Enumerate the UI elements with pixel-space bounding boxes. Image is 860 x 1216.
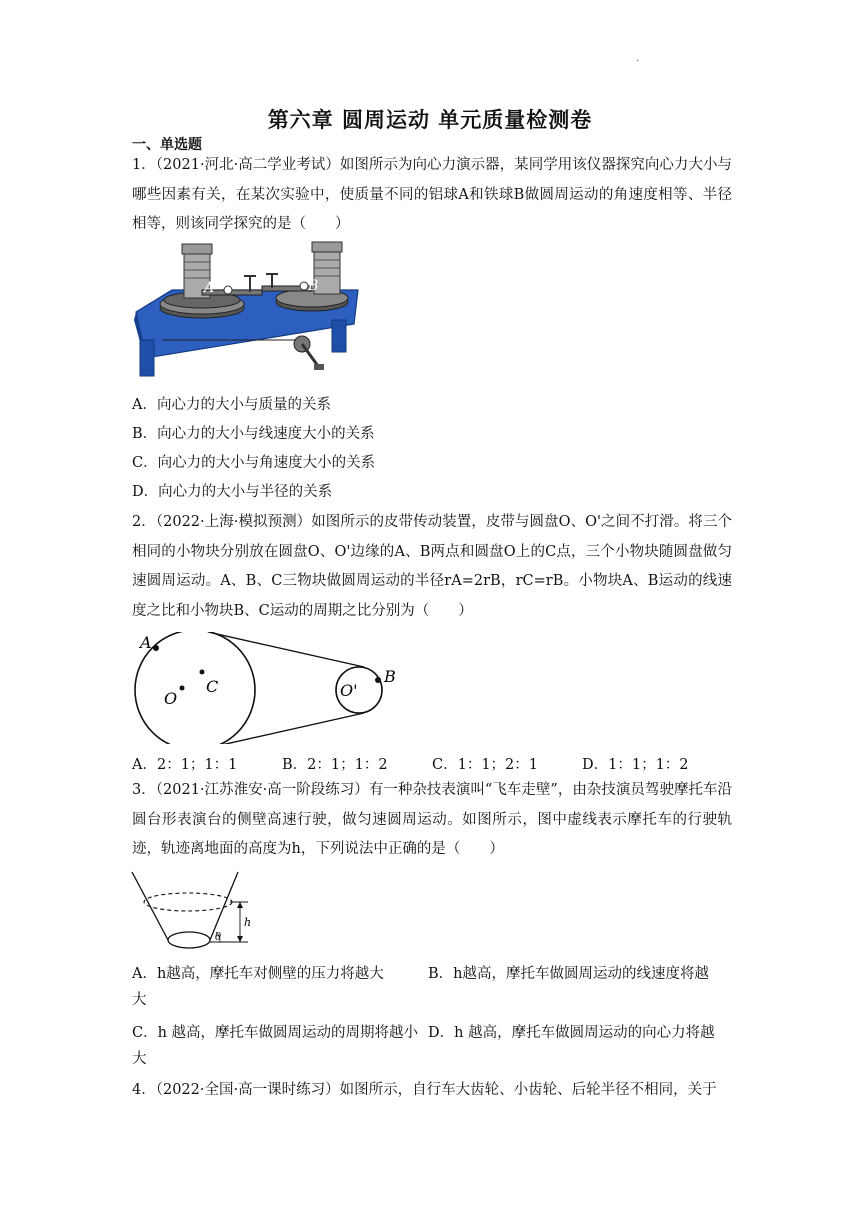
centripetal-force-demonstrator-figure <box>132 240 362 380</box>
q3-option-d[interactable]: D．h 越高，摩托车做圆周运动的向心力将越 <box>428 1025 715 1041</box>
q4-stem: 4．（2022·全国·高一课时练习）如图所示，自行车大齿轮、小齿轮、后轮半径不相同，关于 <box>132 1082 717 1098</box>
label-c: C <box>206 677 219 696</box>
q3-option-b-tail: 大 <box>132 992 147 1008</box>
q3-option-a[interactable]: A．h越高，摩托车对侧壁的压力将越大 <box>132 966 384 982</box>
label-theta: θ <box>215 932 222 943</box>
page-dot: · <box>636 56 640 67</box>
q1-stem: 1．（2021·河北·高二学业考试）如图所示为向心力演示器，某同学用该仪器探究向心力大小与哪些因素有关，在某次实验中，使质量不同的铝球A和铁球B做圆周运动的角速度相等、半径相等，则该同学探究的是（ ） <box>132 157 732 232</box>
label-a: A <box>204 280 215 296</box>
motorcycle-wall-figure <box>130 870 260 952</box>
label-b: B <box>384 667 396 686</box>
q3-option-c[interactable]: C．h 越高，摩托车做圆周运动的周期将越小 <box>132 1025 419 1041</box>
q2-option-c[interactable]: C．1：1；2：1 <box>432 757 538 773</box>
q3-options-row2 <box>132 1021 732 1042</box>
label-o-prime: O' <box>340 681 358 700</box>
q1-option-d[interactable]: D．向心力的大小与半径的关系 <box>132 484 333 500</box>
q1-option-b[interactable]: B．向心力的大小与线速度大小的关系 <box>132 426 375 442</box>
q1-option-c[interactable]: C．向心力的大小与角速度大小的关系 <box>132 455 376 471</box>
q2-option-d[interactable]: D．1：1；1：2 <box>582 757 689 773</box>
q3-option-b[interactable]: B．h越高，摩托车做圆周运动的线速度将越 <box>428 966 709 982</box>
belt-drive-figure <box>128 632 408 744</box>
section-heading: 一、单选题 <box>132 137 202 153</box>
label-o: O <box>164 689 178 708</box>
q2-options <box>132 753 732 774</box>
q3-option-d-tail: 大 <box>132 1051 147 1067</box>
q3-options-row1 <box>132 962 732 983</box>
q2-stem: 2．（2022·上海·模拟预测）如图所示的皮带传动装置，皮带与圆盘O、O'之间不打滑。将三个相同的小物块分别放在圆盘O、O'边缘的A、B两点和圆盘O上的C点，三个小物块随圆盘做匀速圆周运动。A、B、C三物块做圆周运动的半径rA=2rB，rC=rB。小物块A、B运动的线速度之比和小物块B、C运动的周期之比分别为（ ） <box>132 514 732 619</box>
q1-option-a[interactable]: A．向心力的大小与质量的关系 <box>132 397 331 413</box>
label-b: B <box>308 278 319 294</box>
label-h: h <box>244 916 252 929</box>
q2-option-b[interactable]: B．2：1；1：2 <box>282 757 388 773</box>
q2-option-a[interactable]: A．2：1；1：1 <box>132 757 238 773</box>
q3-stem: 3．（2021·江苏淮安·高一阶段练习）有一种杂技表演叫“飞车走壁”，由杂技演员驾驶摩托车沿圆台形表演台的侧壁高速行驶，做匀速圆周运动。如图所示，图中虚线表示摩托车的行驶轨迹，轨迹离地面的高度为h，下列说法中正确的是（ ） <box>132 782 732 857</box>
label-a: A <box>140 633 152 652</box>
page-title: 第六章 圆周运动 单元质量检测卷 <box>267 108 593 132</box>
